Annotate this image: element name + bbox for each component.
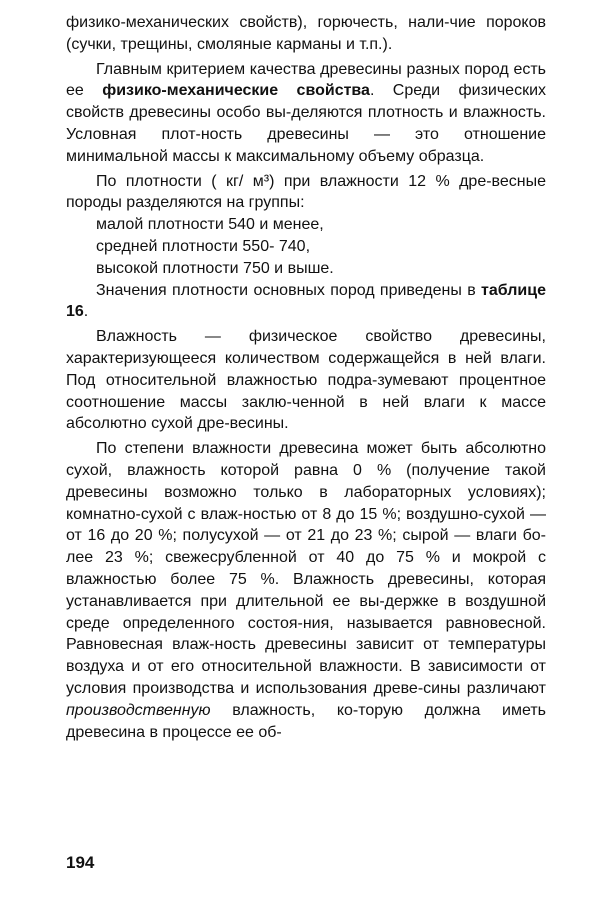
- paragraph-continuation: физико-механических свойств), горючесть, нали-чие пороков (сучки, трещины, смоляные карманы и т.п.).: [66, 14, 546, 53]
- paragraph-moisture-degrees: [66, 438, 546, 743]
- paragraph-quality-criterion: [66, 59, 546, 168]
- text-run: По степени влажности древесина может быть абсолютно сухой, влажность которой равна 0 % (получение такой древесины возможно только в лабораторных условиях); комнатно-сухой с влаж-ностью от 8 до 15 %; воздушно-сухой — от 16 до 20 %; полусухой — от 21 до 23 %; сырой — влаги бо-лее 23 %; свежесрубленной от 40 до 75 % и мокрой с влажностью более 75 %. Влажность древесины, которая устанавливается при длительной ее вы-держке в воздушной среде определенного состоя-ния, называется равновесной. Равновесная влаж-ность древесины зависит от температуры воздуха и от его относительной влажности. В зависимости от условия производства и использования древе-сины различают: [66, 440, 546, 697]
- list-item-high-density: высокой плотности 750 и выше.: [96, 259, 334, 277]
- bold-table-reference: таблице 16: [66, 281, 546, 321]
- text-run: .: [83, 303, 89, 321]
- page-number: 194: [66, 853, 95, 872]
- paragraph-table-reference: [66, 280, 546, 324]
- page-body: [66, 12, 546, 743]
- italic-term-production-moisture: производственную: [66, 701, 211, 719]
- list-item-low-density: малой плотности 540 и менее,: [96, 216, 324, 234]
- text-run: влажность, ко-торую должна иметь древесина в процессе ее об-: [66, 701, 546, 741]
- bold-term-physical-mechanical-properties: физико-механические свойства: [102, 82, 370, 100]
- paragraph-density-groups: По плотности ( кг/ м³) при влажности 12 % дре-весные породы разделяются на группы:: [66, 172, 546, 212]
- paragraph-moisture-definition: Влажность — физическое свойство древесины, характеризующееся количеством содержащейся в ней влаги. Под относительной влажностью подра-зумевают процентное соотношение массы заклю-ченной в ней влаги к массе абсолютно сухой дре-весины.: [66, 328, 546, 433]
- text-run: . Среди физических свойств древесины особо вы-деляются плотность и влажность. Условная плот-ность древесины — это отношение минимальной массы к максимальному объему образца.: [66, 82, 547, 165]
- text-run: Главным критерием качества древесины разных пород есть ее: [66, 60, 546, 100]
- list-item-medium-density: средней плотности 550- 740,: [96, 237, 311, 255]
- text-run: Значения плотности основных пород приведены в: [96, 281, 482, 299]
